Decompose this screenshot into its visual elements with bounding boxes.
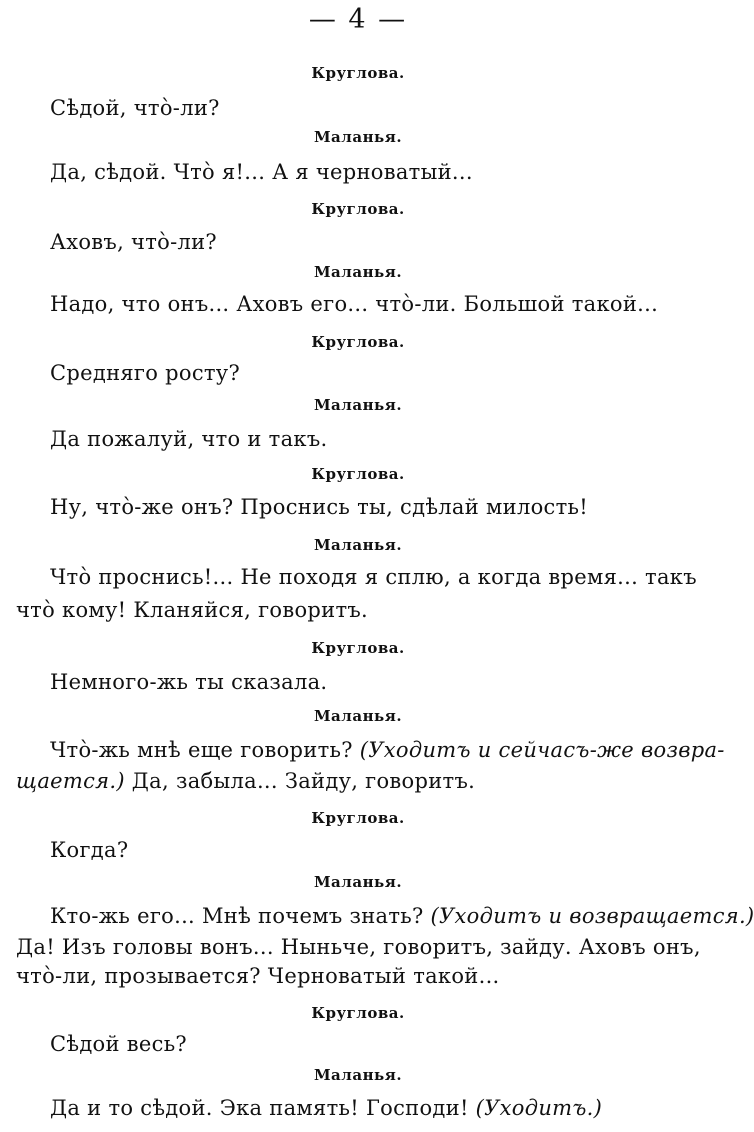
dialogue-text: Да и то сѣдой. Эка память! Господи! [50,1096,476,1120]
speaker-name: Маланья. [313,536,403,554]
dialogue-text: Кто-жь его... Мнѣ почемъ знать? [50,904,431,928]
dialogue-line: Ну, что̀-же онъ? Проснись ты, сдѣлай милость! [50,495,588,519]
dialogue-line: Да! Изъ головы вонъ... Ныньче, говоритъ, зайду. Аховъ онъ, [16,935,701,959]
speaker-name: Круглова. [311,333,405,351]
stage-direction: щается.) [16,769,125,793]
dialogue-line: что̀ кому! Кланяйся, говоритъ. [16,598,369,622]
dialogue-line [50,738,725,762]
dialogue-line: Надо, что онъ... Аховъ его... что̀-ли. Большой такой... [50,292,659,316]
speaker-name: Круглова. [311,639,405,657]
dialogue-line: Средняго росту? [50,361,241,385]
dialogue-line [16,769,475,793]
stage-direction: (Уходитъ и сейчасъ-же возвра- [359,738,725,762]
dialogue-line: Что̀ проснись!... Не походя я сплю, а когда время... такъ [50,565,697,589]
speaker-name: Маланья. [313,128,403,146]
dialogue-line: Да пожалуй, что и такъ. [50,427,328,451]
speaker-name: Круглова. [311,465,405,483]
dialogue-line: Да, сѣдой. Что̀ я!... А я черноватый... [50,160,473,184]
dialogue-text: Да, забыла... Зайду, говоритъ. [124,769,476,793]
speaker-name: Круглова. [311,64,405,82]
speaker-name: Круглова. [311,809,405,827]
speaker-name: Маланья. [313,873,403,891]
speaker-name: Маланья. [313,263,403,281]
dialogue-line: что̀-ли, прозывается? Черноватый такой... [16,964,500,988]
dialogue-line: Когда? [50,838,129,862]
speaker-name: Круглова. [311,1004,405,1022]
dialogue-line: Сѣдой весь? [50,1032,187,1056]
dialogue-text: Что̀-жь мнѣ еще говорить? [50,738,360,762]
speaker-name: Маланья. [313,707,403,725]
speaker-name: Круглова. [311,200,405,218]
page-number: — 4 — [308,4,408,35]
dialogue-line: Сѣдой, что̀-ли? [50,96,220,120]
speaker-name: Маланья. [313,396,403,414]
stage-direction: (Уходитъ.) [475,1096,603,1120]
dialogue-line [50,904,754,928]
stage-direction: (Уходитъ и возвращается.) [430,904,754,928]
dialogue-line: Немного-жь ты сказала. [50,670,328,694]
dialogue-line [50,1096,602,1120]
dialogue-line: Аховъ, что̀-ли? [50,230,217,254]
speaker-name: Маланья. [313,1066,403,1084]
